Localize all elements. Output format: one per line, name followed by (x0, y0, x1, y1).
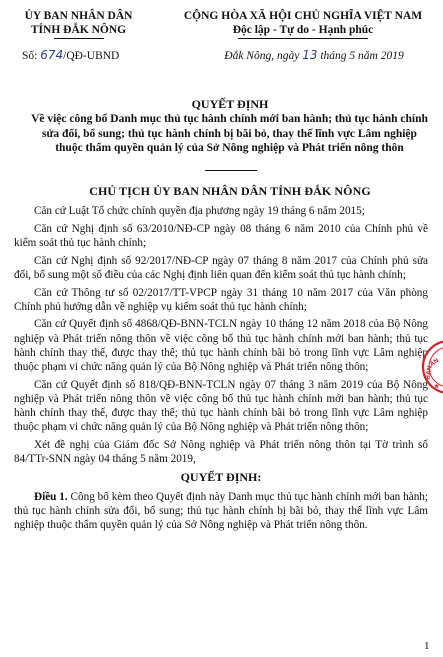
consideration-5: Căn cứ Quyết định số 4868/QĐ-BNN-TCLN ngày 10 tháng 12 năm 2018 của Bộ Nông nghiệp và Phát triển nông thôn về việc công bố thủ tục hành chính mới ban hành; thủ tục hành chính thay thế, được thay thế; thủ tục hành chính bãi bỏ trong lĩnh vực Lâm nghiệp thuộc phạm vi chức năng quản lý của Bộ Nông nghiệp và Phát triển nông thôn; (14, 318, 428, 374)
svg-text:ÂN: ÂN (428, 357, 441, 369)
date-suffix: tháng 5 năm 2019 (320, 50, 404, 62)
article-1-text: Công bố kèm theo Quyết định này Danh mục thủ tục hành chính mới ban hành; thủ tục hành chính sửa đổi, bổ sung; thủ tục hành chính bị bãi bỏ, thay thế lĩnh vực Lâm nghiệp thuộc thẩm quyền quản lý của Sở Nông nghiệp và Phát triển nông thôn. (14, 490, 428, 532)
agency-name-line1: ỦY BAN NHÂN DÂN (24, 10, 133, 22)
number-suffix: /QĐ-UBND (63, 50, 120, 62)
document-body (14, 204, 428, 536)
nation-name: CỘNG HÒA XÃ HỘI CHỦ NGHĨA VIỆT NAM (183, 10, 423, 22)
document-subject: Về việc công bố Danh mục thủ tục hành chính mới ban hành; thủ tục hành chính sửa đổi, bổ sung; thủ tục hành chính bị bãi bỏ, thay thế lĩnh vực Lâm nghiệp thuộc thẩm quyền quản lý của Sở Nông nghiệp và Phát triển nông thôn (31, 113, 428, 154)
subject-divider (205, 170, 257, 171)
consideration-6: Căn cứ Quyết định số 818/QĐ-BNN-TCLN ngày 07 tháng 3 năm 2019 của Bộ Nông nghiệp và Phát triển nông thôn về việc công bố thủ tục hành chính mới ban hành; thủ tục hành chính thay thế, được thay thế; thủ tục hành chính bãi bỏ trong lĩnh vực Lâm nghiệp thuộc phạm vi chức năng quản lý của Bộ Nông nghiệp và Phát triển nông thôn; (14, 378, 428, 434)
date-prefix: Đắk Nông, ngày (224, 50, 300, 62)
consideration-3: Căn cứ Nghị định số 92/2017/NĐ-CP ngày 07 tháng 8 năm 2017 của Chính phủ sửa đổi, bổ sung một số điều của các Nghị định liên quan đến kiểm soát thủ tục hành chính; (14, 254, 428, 281)
document-title: QUYẾT ĐỊNH (191, 97, 269, 111)
consideration-1: Căn cứ Luật Tổ chức chính quyền địa phương ngày 19 tháng 6 năm 2015; (34, 205, 365, 217)
red-seal-stamp (420, 338, 443, 396)
motto-underline (238, 38, 368, 39)
decision-heading: QUYẾT ĐỊNH: (180, 470, 262, 485)
article-1 (14, 490, 428, 533)
consideration-4: Căn cứ Thông tư số 02/2017/TT-VPCP ngày 31 tháng 10 năm 2017 của Văn phòng Chính phủ hướng dẫn về nghiệp vụ kiểm soát thủ tục hành chính; (14, 286, 428, 313)
issuing-authority: CHỦ TỊCH ỦY BAN NHÂN DÂN TỈNH ĐẮK NÔNG (89, 184, 371, 198)
article-1-label: Điều 1. (34, 490, 68, 503)
consideration-2: Căn cứ Nghị định số 63/2010/NĐ-CP ngày 08 tháng 6 năm 2010 của Chính phủ về kiểm soát thủ tục hành chính; (14, 222, 428, 249)
agency-underline (54, 38, 104, 39)
document-date (190, 48, 438, 63)
page-number: 1 (424, 640, 430, 652)
svg-text:BAN: BAN (424, 365, 434, 381)
issuing-agency (16, 9, 141, 39)
motto: Độc lập - Tự do - Hạnh phúc (232, 24, 374, 36)
consideration-7: Xét đề nghị của Giám đốc Sở Nông nghiệp và Phát triển nông thôn tại Tờ trình số 84/TTr-SNN ngày 04 tháng 5 năm 2019, (14, 439, 428, 466)
svg-text:★: ★ (434, 384, 440, 390)
handwritten-day: 13 (302, 48, 318, 62)
number-prefix: Số: (22, 50, 38, 62)
agency-name-line2: TỈNH ĐẮK NÔNG (30, 24, 127, 36)
handwritten-number: 674 (40, 48, 64, 62)
document-number (22, 48, 119, 63)
national-motto (168, 9, 438, 39)
